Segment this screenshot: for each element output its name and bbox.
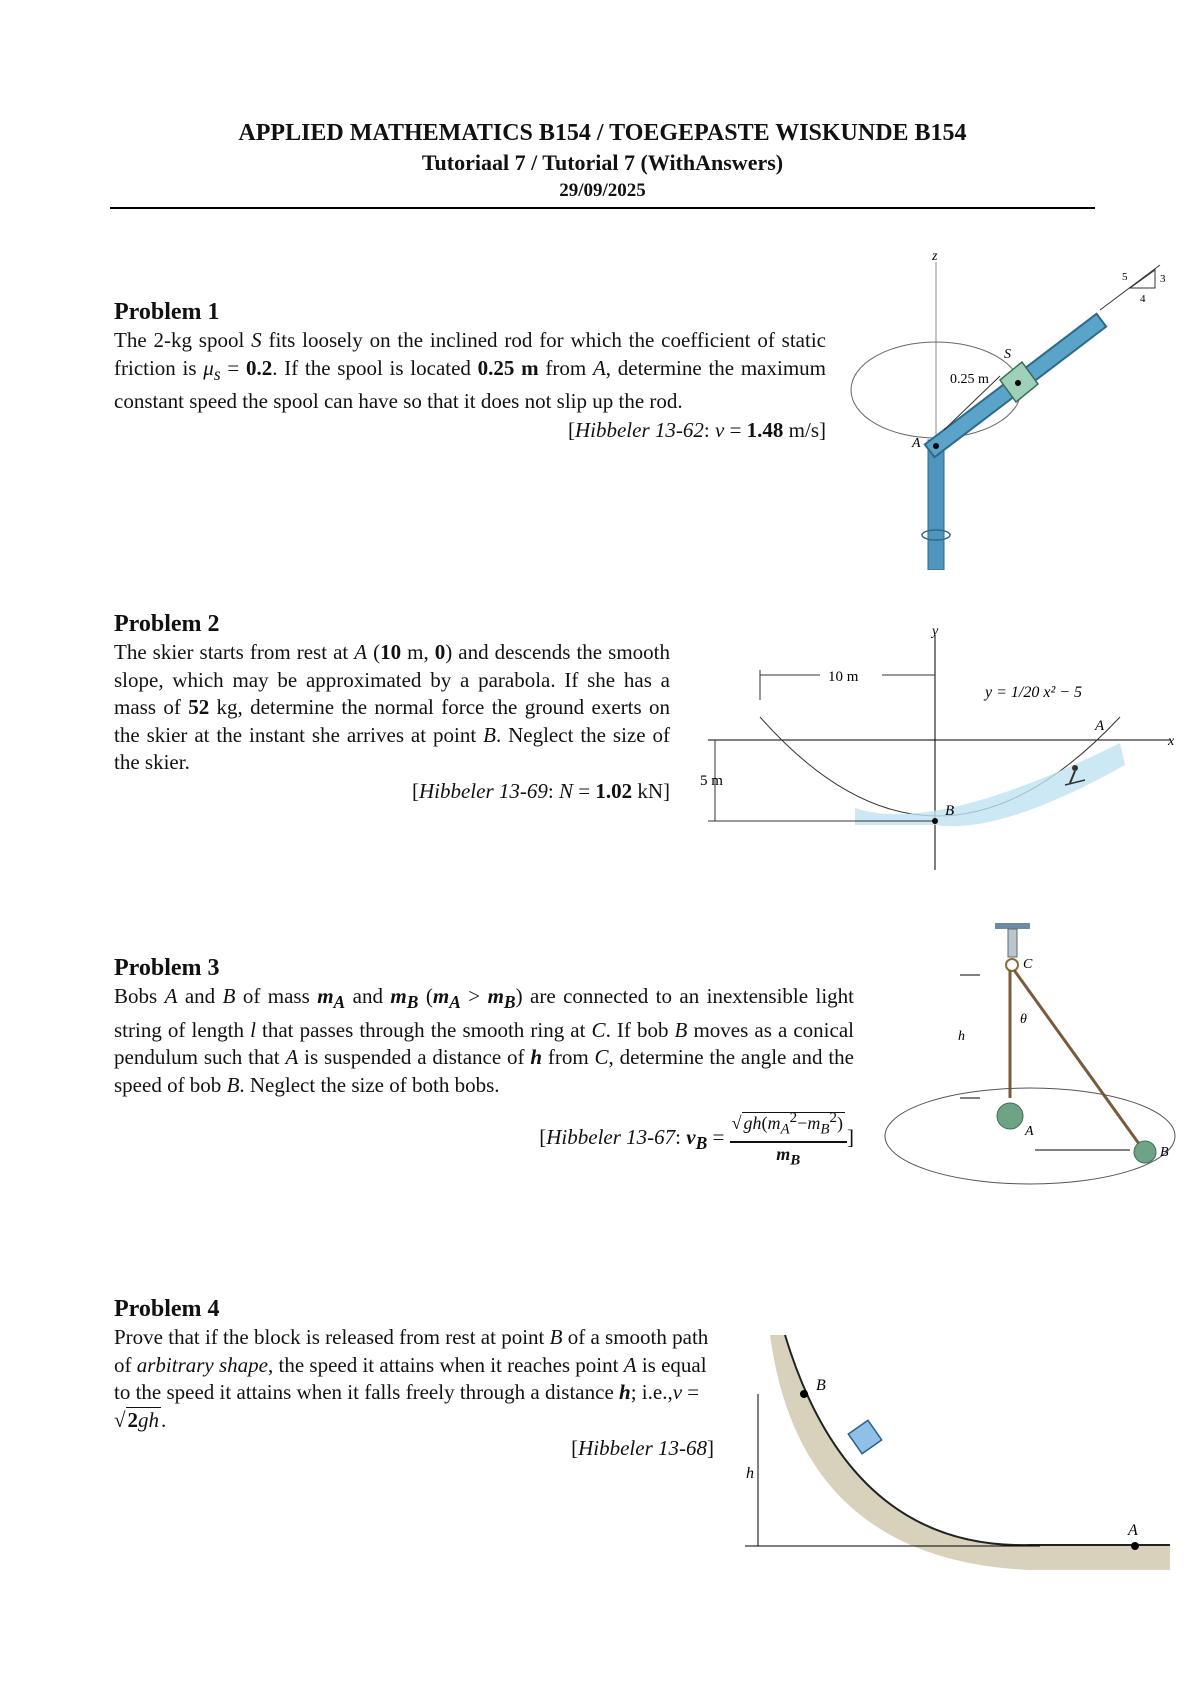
bob-A (997, 1103, 1023, 1129)
problem-3-title: Problem 3 (114, 955, 220, 981)
y-axis-label: y (932, 625, 939, 639)
x-axis-label: x (1168, 734, 1175, 749)
problem-1-reference: [Hibbeler 13-62: v = 1.48 m/s] (567, 417, 826, 442)
problem-3-figure (870, 918, 1190, 1193)
problem-2 (114, 610, 670, 805)
point-A-label: A (1095, 718, 1105, 734)
point-A-dot (933, 443, 939, 449)
header-rule (110, 207, 1095, 209)
point-A-label: A (1128, 1522, 1138, 1539)
slope-rise: 3 (1160, 273, 1166, 285)
vertical-rod (928, 440, 944, 570)
path-surface (770, 1335, 1170, 1570)
document-date: 29/09/2025 (559, 180, 646, 201)
problem-1-figure (850, 250, 1170, 570)
bob-B-label: B (1160, 1145, 1169, 1160)
problem-4-title: Problem 4 (114, 1296, 220, 1322)
point-B-dot (800, 1390, 808, 1398)
slope-run: 4 (1140, 293, 1146, 305)
problem-3 (114, 954, 854, 1171)
slope-hyp: 5 (1122, 271, 1128, 283)
problem-1-text: The 2-kg spool S fits loosely on the inclined rod for which the coefficient of static friction is $\mu_s = 0.2$. If the spool is located 0.25 m from A, determine the maximum constant speed the spool can have so that it does not slip up the rod. (114, 328, 826, 414)
document-title: APPLIED MATHEMATICS B154 / TOEGEPASTE WISKUNDE B154 (238, 120, 967, 146)
answer-fraction: $\frac{√ gh(m_A^2-m_B^2)}{m_B}$ (730, 1107, 847, 1171)
bob-B (1134, 1141, 1156, 1163)
document-subtitle: Tutoriaal 7 / Tutorial 7 (WithAnswers) (421, 150, 784, 175)
problem-3-text: Bobs A and B of mass $m_A$ and $m_B$ $(m_A > m_B)$ are connected to an inextensible light string of length l that passes through the smooth ring at C. If bob B moves as a conical pendulum such that A is suspended a distance of h from C, determine the angle and the speed of bob B. Neglect the size of both bobs. (114, 984, 855, 1097)
spool-center-dot (1015, 380, 1021, 386)
problem-2-figure (700, 625, 1180, 875)
ceiling-mount (995, 923, 1030, 929)
problem-1-title: Problem 1 (114, 299, 220, 325)
problem-2-text: The skier starts from rest at A (10 m, 0) and descends the smooth slope, which may be approximated by a parabola. If she has a mass of 52 kg, determine the normal force the ground exerts on the skier at the instant she arrives at point B. Neglect the size of the skier. (114, 640, 671, 774)
block (848, 1420, 881, 1453)
path-curve (785, 1335, 1170, 1545)
spool-label: S (1004, 347, 1011, 362)
point-B-label: B (945, 803, 955, 819)
point-B-dot (932, 818, 938, 824)
z-axis-label: z (932, 250, 938, 264)
snow-fill (855, 743, 1125, 826)
dimension-label: 0.25 m (950, 372, 989, 387)
problem-4-text: Prove that if the block is released from rest at point B of a smooth path of arbitrary shape, the speed it attains when it reaches point A is equal to the speed it attains when it falls freely through a distance h; i.e.,v = √2gh. (114, 1325, 709, 1432)
point-A-label: A (912, 436, 921, 451)
point-A-dot (1131, 1542, 1139, 1550)
problem-1 (114, 298, 826, 444)
h-label: h (958, 1029, 965, 1044)
h-label: h (746, 1465, 754, 1482)
problem-3-reference: [Hibbeler 13-67: $v_B$ = $\frac{√ gh(m_A^2-m_B^2)}{m_B}$ ] (114, 1107, 854, 1171)
ring-C (1006, 959, 1018, 971)
problem-4-reference: [Hibbeler 13-68] (571, 1436, 714, 1460)
dim-5m-label: 5 m (700, 773, 723, 789)
dim-10m-label: 10 m (828, 669, 859, 685)
document-header (110, 118, 1095, 204)
theta-label: θ (1020, 1012, 1027, 1027)
bob-A-label: A (1025, 1124, 1034, 1139)
problem-4 (114, 1295, 714, 1463)
point-B-label: B (816, 1377, 826, 1394)
parabola-left (760, 717, 1120, 816)
problem-2-title: Problem 2 (114, 611, 220, 637)
ring-label: C (1023, 957, 1033, 972)
problem-2-reference: [Hibbeler 13-69: N = 1.02 kN] (411, 778, 670, 803)
problem-4-figure (740, 1330, 1180, 1580)
parabola-equation: y = 1/20 x² − 5 (985, 684, 1083, 701)
string-B (1014, 970, 1142, 1148)
